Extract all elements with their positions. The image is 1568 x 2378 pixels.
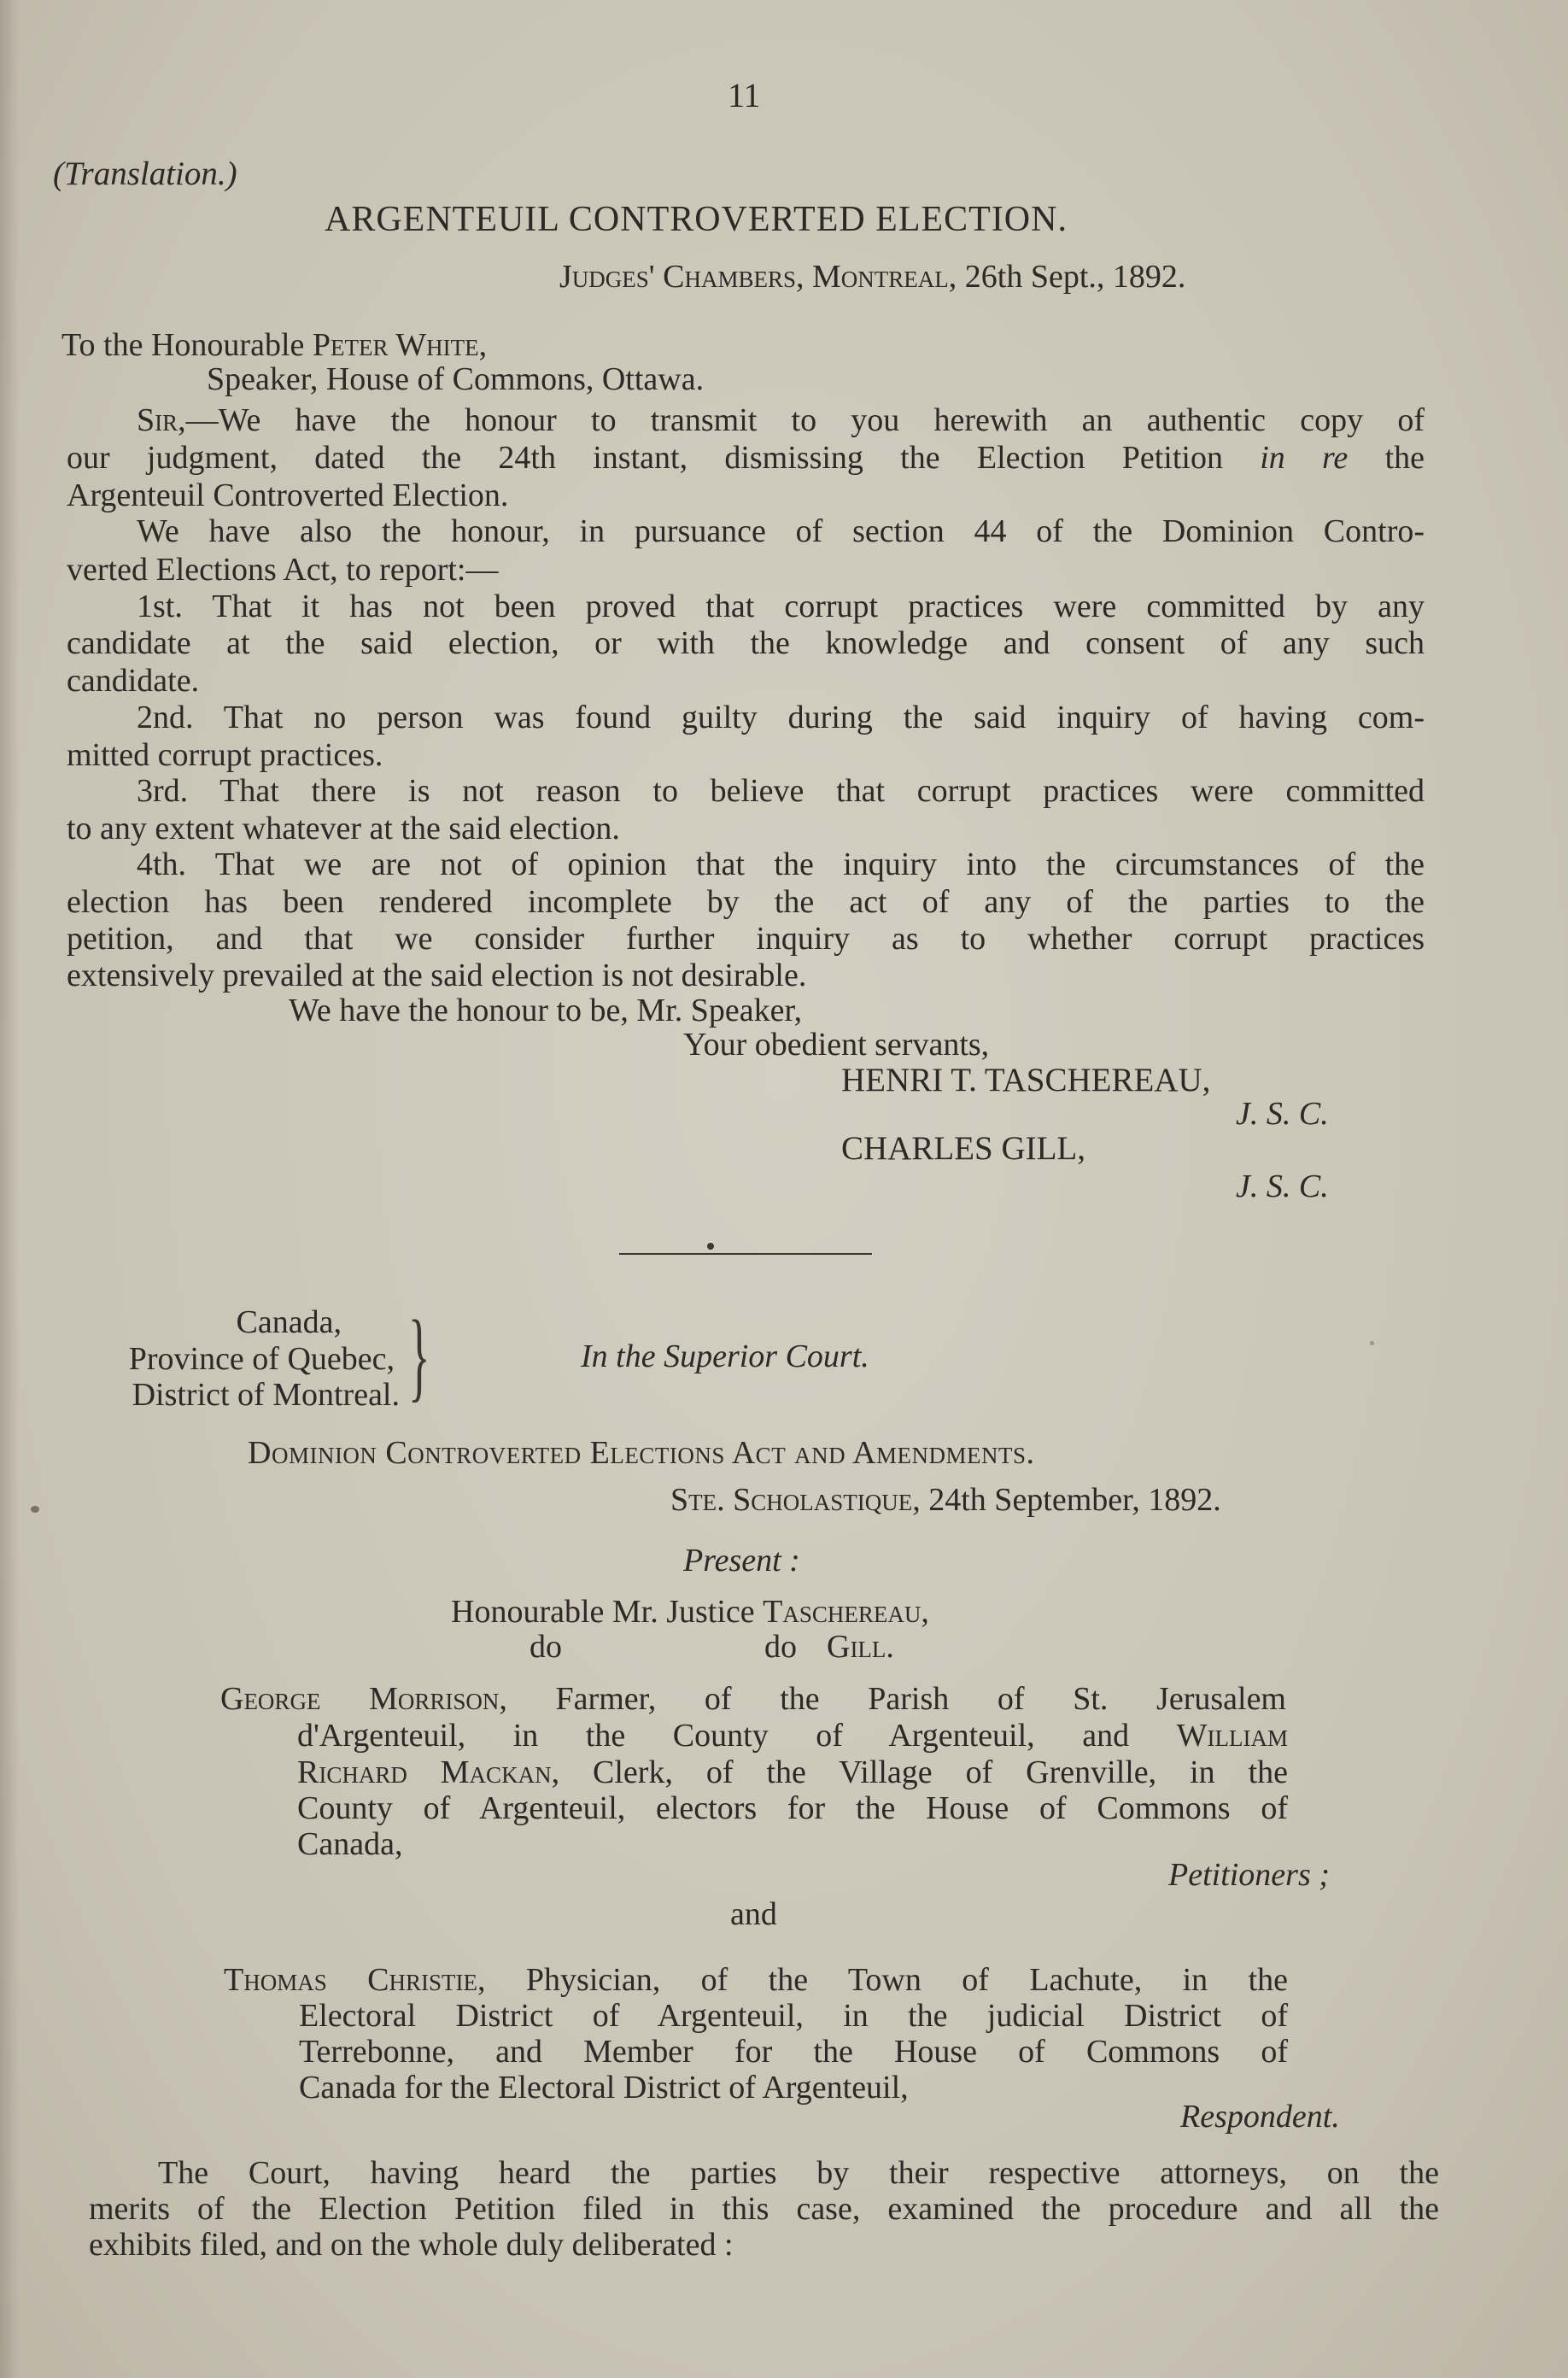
petitioners-line5: Canada,	[297, 1826, 403, 1862]
petitioner-2-first-name: William	[1176, 1718, 1289, 1754]
respondent-role: Respondent.	[1180, 2099, 1340, 2135]
judgment-date: 24th September, 1892.	[928, 1482, 1221, 1518]
petitioners-line2	[297, 1717, 1288, 1754]
para2-line2: verted Elections Act, to report:—	[67, 552, 499, 588]
signatory-1-title: J. S. C.	[1236, 1096, 1329, 1132]
court-para-line2: merits of the Election Petition filed in this case, examined the procedure and all the	[89, 2191, 1439, 2227]
justice-do-1: do	[529, 1629, 562, 1665]
para1-line2	[67, 439, 1425, 477]
item2-line1: 2nd. That no person was found guilty during the said inquiry of having com-	[137, 700, 1425, 735]
salutation: Sir,	[137, 402, 186, 438]
justice-do-2: do	[764, 1629, 797, 1665]
jurisdiction-line2: Province of Quebec,	[128, 1341, 395, 1377]
item1-line1: 1st. That it has not been proved that corrupt practices were committed by any	[137, 589, 1425, 624]
ink-speck	[31, 1506, 39, 1513]
para1-line2-text: our judgment, dated the 24th instant, dismissing the Election Petition	[67, 440, 1223, 476]
respondent-line2: Electoral District of Argenteuil, in the judicial District of	[299, 1998, 1288, 2034]
addressee-name: Peter White,	[312, 327, 488, 363]
signatory-1-name: HENRI T. TASCHEREAU,	[841, 1062, 1211, 1098]
letter-dateline	[559, 259, 1185, 296]
addressee-line	[61, 327, 487, 364]
closing-line2: Your obedient servants,	[683, 1027, 990, 1063]
page-edge-shadow	[0, 0, 19, 2378]
present-label: Present :	[683, 1543, 800, 1578]
para1-line2-end: the	[1384, 440, 1425, 476]
justice-prefix: Honourable Mr. Justice	[451, 1594, 755, 1630]
para1-line3: Argenteuil Controverted Election.	[67, 477, 509, 513]
petitioners-role: Petitioners ;	[1168, 1857, 1330, 1893]
item4-line2: election has been rendered incomplete by the act of any of the parties to the	[67, 884, 1425, 920]
court-para-line3: exhibits filed, and on the whole duly deliberated :	[89, 2227, 734, 2263]
para2-line1: We have also the honour, in pursuance of section 44 of the Dominion Contro-	[137, 513, 1425, 549]
conjunction-and: and	[730, 1896, 777, 1932]
signatory-2-name: CHARLES GILL,	[841, 1130, 1085, 1167]
respondent-name: Thomas Christie,	[224, 1962, 486, 1998]
petitioners-line3	[297, 1754, 1288, 1791]
court-para-line1: The Court, having heard the parties by their respective attorneys, on the	[158, 2155, 1439, 2191]
judgment-place: Ste. Scholastique,	[670, 1482, 921, 1518]
ink-speck	[1370, 1341, 1374, 1345]
section-divider-dot	[707, 1243, 714, 1250]
jurisdiction-line1: Canada,	[236, 1304, 342, 1340]
respondent-line1	[224, 1961, 1288, 1999]
court-name: In the Superior Court.	[581, 1338, 869, 1374]
page-number: 11	[728, 76, 761, 114]
respondent-line4: Canada for the Electoral District of Argenteuil,	[299, 2070, 909, 2106]
item2-line2: mitted corrupt practices.	[67, 737, 383, 773]
petitioners-line1	[220, 1680, 1286, 1718]
respondent-line3: Terrebonne, and Member for the House of Commons of	[299, 2034, 1288, 2070]
item3-line2: to any extent whatever at the said election.	[67, 811, 620, 846]
jurisdiction-line3: District of Montreal.	[132, 1377, 400, 1413]
section-divider	[619, 1253, 872, 1255]
petitioner-2-name: Richard Mackan,	[297, 1754, 560, 1790]
item1-line3: candidate.	[67, 663, 200, 699]
petitioner-1-name: George Morrison,	[220, 1681, 507, 1717]
item4-line3: petition, and that we consider further inquiry as to whether corrupt practices	[67, 921, 1425, 957]
item4-line4: extensively prevailed at the said election is not desirable.	[67, 958, 807, 993]
para1-line1	[67, 401, 1425, 439]
act-title: Dominion Controverted Elections Act and Amendments.	[248, 1435, 1035, 1471]
curly-brace-icon: }	[408, 1299, 430, 1411]
item4-line1: 4th. That we are not of opinion that the inquiry into the circumstances of the	[137, 846, 1425, 882]
justice-name-2: Gill.	[827, 1629, 894, 1665]
petitioners-line3-text: Clerk, of the Village of Grenville, in the	[593, 1754, 1288, 1790]
judgment-dateline	[670, 1482, 1221, 1519]
document-heading: ARGENTEUIL CONTROVERTED ELECTION.	[325, 200, 1068, 239]
petitioners-line1-text: Farmer, of the Parish of St. Jerusalem	[555, 1681, 1286, 1717]
item1-line2: candidate at the said election, or with the knowledge and consent of any such	[67, 625, 1425, 661]
respondent-line1-text: Physician, of the Town of Lachute, in the	[525, 1962, 1289, 1998]
addressee-title: Speaker, House of Commons, Ottawa.	[207, 361, 705, 397]
petitioners-line4: County of Argenteuil, electors for the House of Commons of	[297, 1790, 1288, 1826]
justice-name-1: Taschereau,	[763, 1594, 929, 1630]
petitioners-line2-text: d'Argenteuil, in the County of Argenteuil, and	[297, 1718, 1130, 1754]
addressee-prefix: To the Honourable	[61, 327, 305, 363]
translation-note: (Translation.)	[53, 155, 237, 192]
dateline-place: Judges' Chambers, Montreal,	[559, 259, 957, 295]
in-re: in re	[1260, 440, 1349, 476]
dateline-date: 26th Sept., 1892.	[964, 259, 1186, 295]
justices-line1	[451, 1594, 929, 1631]
para1-line1-text: —We have the honour to transmit to you herewith an authentic copy of	[185, 402, 1425, 438]
closing-line1: We have the honour to be, Mr. Speaker,	[289, 993, 803, 1028]
signatory-2-title: J. S. C.	[1236, 1168, 1329, 1204]
item3-line1: 3rd. That there is not reason to believe that corrupt practices were committed	[137, 773, 1425, 809]
